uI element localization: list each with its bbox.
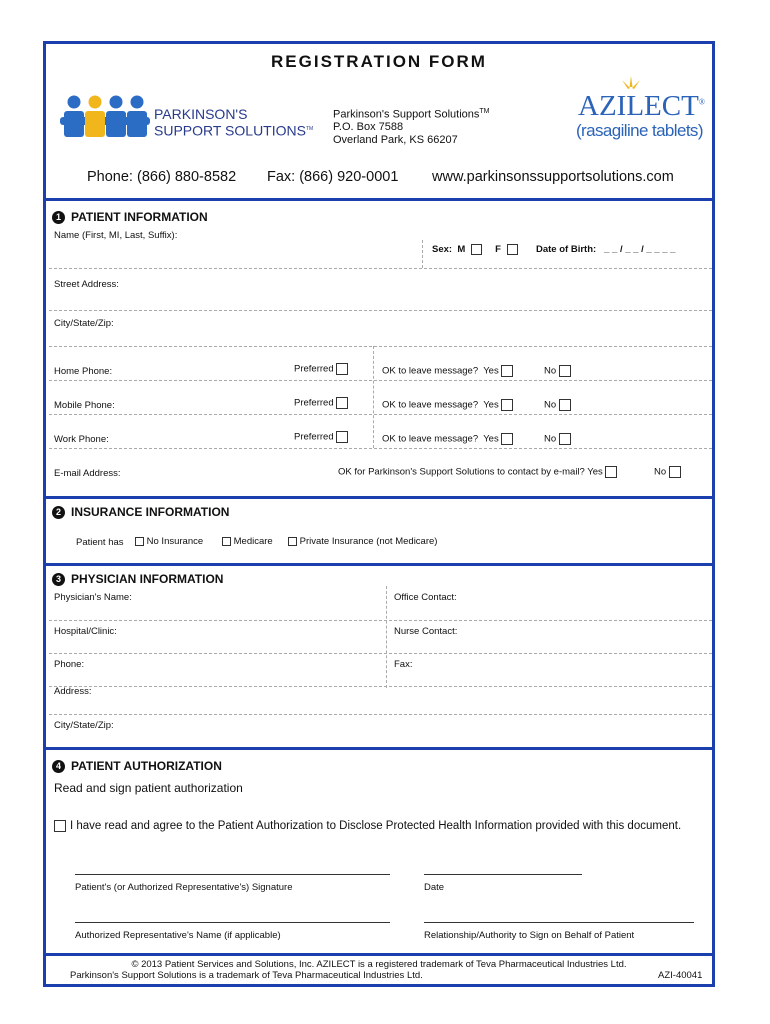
- physician-city-state-zip-label: City/State/Zip:: [54, 720, 114, 731]
- sex-field: Sex: M F: [432, 244, 518, 255]
- signature-line[interactable]: [75, 874, 390, 875]
- authorization-instruction: Read and sign patient authorization: [54, 781, 243, 795]
- home-message-no-checkbox[interactable]: [559, 365, 571, 377]
- street-address-label: Street Address:: [54, 279, 119, 290]
- home-message-ok: OK to leave message? Yes: [382, 365, 513, 377]
- physician-info-heading: 3 PHYSICIAN INFORMATION: [52, 572, 223, 586]
- address-line-2: P.O. Box 7588: [333, 121, 404, 134]
- physician-phone-label: Phone:: [54, 659, 85, 670]
- physician-address-label: Address:: [54, 686, 92, 697]
- insurance-info-heading: 2 INSURANCE INFORMATION: [52, 505, 229, 519]
- work-phone-label: Work Phone:: [54, 434, 109, 445]
- fax-number: Fax: (866) 920-0001: [267, 169, 399, 185]
- mobile-preferred-checkbox[interactable]: [336, 397, 348, 409]
- puzzle-people-icon: [60, 94, 150, 140]
- logo-line-1: PARKINSON'S: [154, 106, 248, 122]
- private-insurance-checkbox[interactable]: [288, 537, 297, 546]
- section-number-2: 2: [52, 506, 65, 519]
- form-code: AZI-40041: [658, 970, 703, 981]
- relationship-label: Relationship/Authority to Sign on Behalf of Patient: [424, 930, 635, 941]
- work-message-yes-checkbox[interactable]: [501, 433, 513, 445]
- work-message-no-checkbox[interactable]: [559, 433, 571, 445]
- no-insurance-option[interactable]: No Insurance: [135, 536, 203, 547]
- phone-number: Phone: (866) 880-8582: [87, 169, 237, 185]
- work-message-ok: OK to leave message? Yes: [382, 433, 513, 445]
- sex-female-checkbox[interactable]: [507, 244, 518, 255]
- section-number-3: 3: [52, 573, 65, 586]
- medicare-option[interactable]: Medicare: [222, 536, 273, 547]
- mobile-message-no-checkbox[interactable]: [559, 399, 571, 411]
- physician-fax-label: Fax:: [394, 659, 413, 670]
- home-phone-label: Home Phone:: [54, 366, 113, 377]
- hospital-clinic-label: Hospital/Clinic:: [54, 626, 117, 637]
- website: www.parkinsonssupportsolutions.com: [432, 169, 674, 185]
- registration-form: [43, 41, 715, 987]
- mailing-address: Parkinson's Support Solutions™ P.O. Box 7588 Overland Park, KS 66207: [333, 108, 490, 146]
- address-line-3: Overland Park, KS 66207: [333, 133, 458, 146]
- mobile-phone-label: Mobile Phone:: [54, 400, 115, 411]
- logo-line-2: SUPPORT SOLUTIONS™: [154, 122, 314, 139]
- dob-field[interactable]: Date of Birth: _ _ / _ _ / _ _ _ _: [536, 244, 676, 255]
- patient-city-state-zip-label: City/State/Zip:: [54, 318, 114, 329]
- home-message-yes-checkbox[interactable]: [501, 365, 513, 377]
- home-preferred-checkbox[interactable]: [336, 363, 348, 375]
- relationship-line[interactable]: [424, 922, 694, 923]
- home-message-no: No: [544, 365, 571, 377]
- authorization-agreement: I have read and agree to the Patient Authorization to Disclose Protected Health Information provided with this document.: [54, 820, 681, 832]
- email-contact-no-checkbox[interactable]: [669, 466, 681, 478]
- work-phone-preferred: Preferred: [294, 431, 348, 443]
- section-divider: [46, 563, 712, 566]
- section-number-4: 4: [52, 760, 65, 773]
- medicare-checkbox[interactable]: [222, 537, 231, 546]
- authorization-agree-checkbox[interactable]: [54, 820, 66, 832]
- representative-name-line[interactable]: [75, 922, 390, 923]
- footer-line-1: © 2013 Patient Services and Solutions, Inc. AZILECT is a registered trademark of Teva Pharmaceutical Industries Ltd.: [131, 959, 627, 970]
- footer-line-2: Parkinson's Support Solutions is a trademark of Teva Pharmaceutical Industries Ltd.: [70, 970, 423, 981]
- parkinsons-support-solutions-logo: [60, 94, 150, 145]
- authorization-heading: 4 PATIENT AUTHORIZATION: [52, 759, 222, 773]
- section-divider: [46, 747, 712, 750]
- mobile-message-ok: OK to leave message? Yes: [382, 399, 513, 411]
- home-phone-preferred: Preferred: [294, 363, 348, 375]
- no-insurance-checkbox[interactable]: [135, 537, 144, 546]
- form-title: REGISTRATION FORM: [271, 52, 487, 71]
- mobile-message-yes-checkbox[interactable]: [501, 399, 513, 411]
- email-contact-ok: OK for Parkinson's Support Solutions to contact by e-mail? Yes: [338, 466, 617, 478]
- private-insurance-option[interactable]: Private Insurance (not Medicare): [288, 536, 437, 547]
- section-divider: [46, 198, 712, 201]
- mobile-message-no: No: [544, 399, 571, 411]
- sex-male-checkbox[interactable]: [471, 244, 482, 255]
- patient-name-label: Name (First, MI, Last, Suffix):: [54, 230, 178, 241]
- nurse-contact-label: Nurse Contact:: [394, 626, 458, 637]
- logo-text: [154, 107, 313, 139]
- date-line[interactable]: [424, 874, 582, 875]
- footer-legal: [46, 959, 712, 970]
- brand-subtitle: (rasagiline tablets): [576, 121, 703, 140]
- work-preferred-checkbox[interactable]: [336, 431, 348, 443]
- section-divider: [46, 953, 712, 956]
- signature-label: Patient's (or Authorized Representative's) Signature: [75, 882, 293, 893]
- mobile-phone-preferred: Preferred: [294, 397, 348, 409]
- email-contact-yes-checkbox[interactable]: [605, 466, 617, 478]
- date-label: Date: [424, 882, 445, 893]
- address-line-1: Parkinson's Support Solutions: [333, 108, 480, 121]
- section-number-1: 1: [52, 211, 65, 224]
- azilect-logo: AZILECT® (rasagiline tablets): [578, 74, 688, 144]
- section-divider: [46, 496, 712, 499]
- office-contact-label: Office Contact:: [394, 592, 457, 603]
- work-message-no: No: [544, 433, 571, 445]
- representative-name-label: Authorized Representative's Name (if applicable): [75, 930, 281, 941]
- email-contact-no: No: [654, 466, 681, 478]
- brand-name: AZILECT: [578, 90, 699, 122]
- patient-info-heading: 1 PATIENT INFORMATION: [52, 210, 208, 224]
- patient-has-label: Patient has: [76, 537, 124, 548]
- email-address-label: E-mail Address:: [54, 468, 121, 479]
- physician-name-label: Physician's Name:: [54, 592, 132, 603]
